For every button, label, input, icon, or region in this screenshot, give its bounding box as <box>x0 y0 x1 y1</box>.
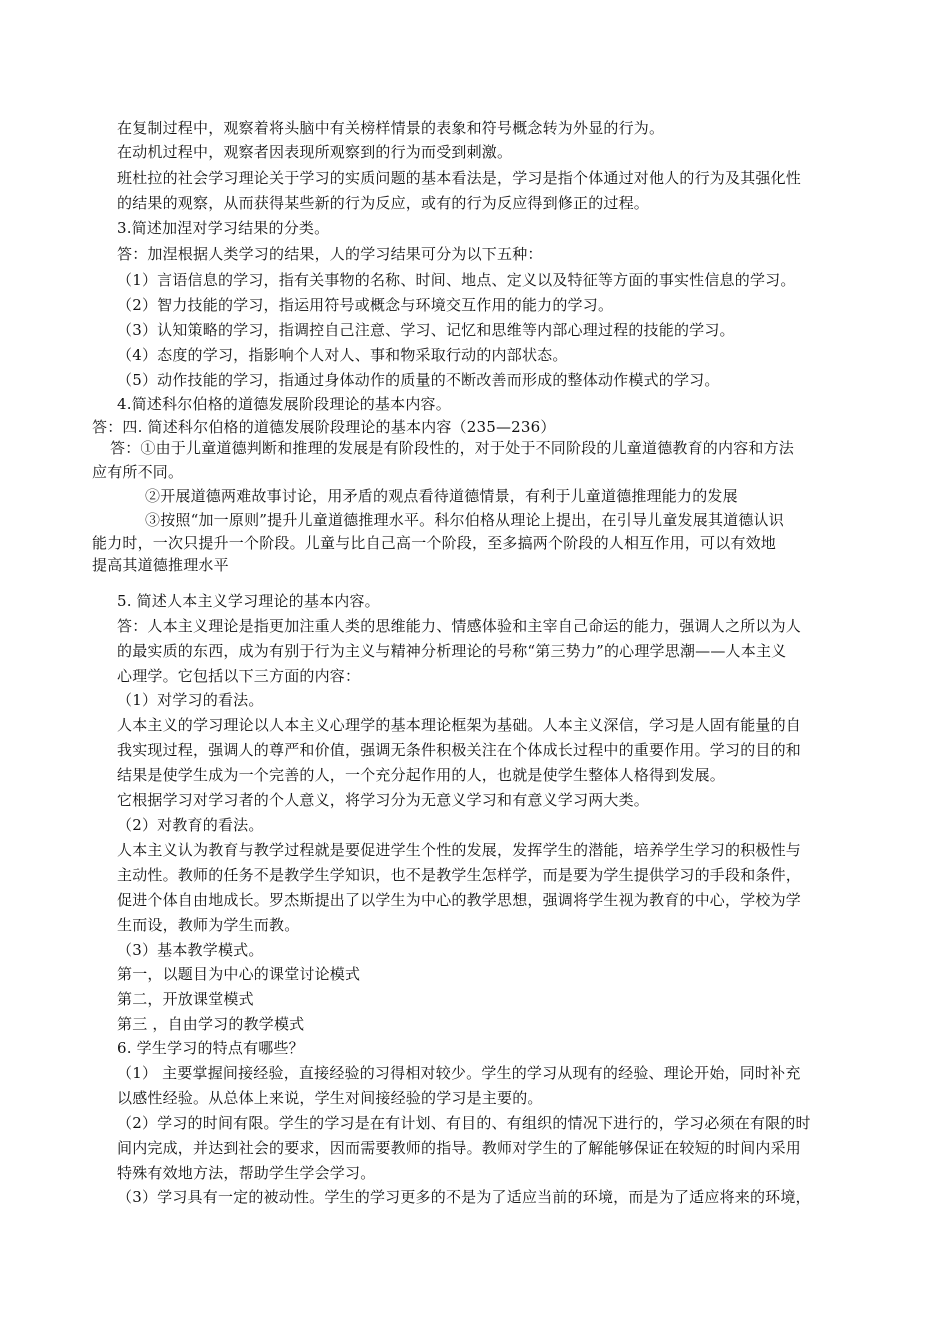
text-line: 答：四. 简述科尔伯格的道德发展阶段理论的基本内容（235—236） <box>92 418 556 436</box>
text-line: 我实现过程，强调人的尊严和价值，强调无条件积极关注在个体成长过程中的重要作用。学习的目的和 <box>117 741 802 759</box>
text-line: 特殊有效地方法，帮助学生学会学习。 <box>117 1164 376 1182</box>
list-item: （1） 主要掌握间接经验，直接经验的习得相对较少。学生的学习从现有的经验、理论开始，同时补充 <box>117 1064 801 1082</box>
text-line: 第二，开放课堂模式 <box>117 990 254 1008</box>
text-line: 提高其道德推理水平 <box>92 556 229 574</box>
text-line: 能力时，一次只提升一个阶段。儿童与比自己高一个阶段，至多搞两个阶段的人相互作用，可以有效地 <box>92 534 777 552</box>
subheading: （3）基本教学模式。 <box>117 941 264 959</box>
heading-q5: 5. 简述人本主义学习理论的基本内容。 <box>117 592 380 610</box>
text-line: 主动性。教师的任务不是教学生学知识，也不是教学生怎样学，而是要为学生提供学习的手段和条件， <box>117 866 802 884</box>
text-line: ③按照“加一原则”提升儿童道德推理水平。科尔伯格从理论上提出，在引导儿童发展其道德认识 <box>145 511 784 529</box>
subheading: （1）对学习的看法。 <box>117 691 264 709</box>
text-line: 在复制过程中，观察着将头脑中有关榜样情景的表象和符号概念转为外显的行为。 <box>117 119 665 137</box>
text-line: 的最实质的东西，成为有别于行为主义与精神分析理论的号称“第三势力”的心理学思潮——人本主义 <box>117 642 787 660</box>
text-line: 以感性经验。从总体上来说，学生对间接经验的学习是主要的。 <box>117 1089 543 1107</box>
text-line: 第三 ，自由学习的教学模式 <box>117 1015 305 1033</box>
text-line: 在动机过程中，观察者因表现所观察到的行为而受到刺激。 <box>117 143 513 161</box>
text-line: 第一，以题目为中心的课堂讨论模式 <box>117 965 361 983</box>
list-item: （2）智力技能的学习，指运用符号或概念与环境交互作用的能力的学习。 <box>117 296 614 314</box>
text-line: 人本主义认为教育与教学过程就是要促进学生个性的发展，发挥学生的潜能，培养学生学习的积极性与 <box>117 841 802 859</box>
heading-q6: 6. 学生学习的特点有哪些？ <box>117 1039 304 1057</box>
text-line: 答：人本主义理论是指更加注重人类的思维能力、情感体验和主宰自己命运的能力，强调人之所以为人 <box>117 617 802 635</box>
text-line: 生而设，教师为学生而教。 <box>117 916 300 934</box>
text-line: 班杜拉的社会学习理论关于学习的实质问题的基本看法是，学习是指个体通过对他人的行为及其强化性 <box>117 169 802 187</box>
text-line: 它根据学习对学习者的个人意义，将学习分为无意义学习和有意义学习两大类。 <box>117 791 650 809</box>
text-line: 答：①由于儿童道德判断和推理的发展是有阶段性的，对于处于不同阶段的儿童道德教育的内容和方法 <box>110 439 795 457</box>
text-line: 间内完成，并达到社会的要求，因而需要教师的指导。教师对学生的了解能够保证在较短的时间内采用 <box>117 1139 802 1157</box>
text-line: 结果是使学生成为一个完善的人，一个充分起作用的人，也就是使学生整体人格得到发展。 <box>117 766 726 784</box>
text-line: ②开展道德两难故事讨论，用矛盾的观点看待道德情景，有利于儿童道德推理能力的发展 <box>145 487 738 505</box>
list-item: （3）认知策略的学习，指调控自己注意、学习、记忆和思维等内部心理过程的技能的学习。 <box>117 321 735 339</box>
text-line: 人本主义的学习理论以人本主义心理学的基本理论框架为基础。人本主义深信，学习是人固有能量的自 <box>117 716 802 734</box>
text-line: 的结果的观察，从而获得某些新的行为反应，或有的行为反应得到修正的过程。 <box>117 194 650 212</box>
text-line: 应有所不同。 <box>92 463 184 481</box>
list-item: （2）学习的时间有限。学生的学习是在有计划、有目的、有组织的情况下进行的，学习必须在有限的时 <box>117 1114 811 1132</box>
text-line: 促进个体自由地成长。罗杰斯提出了以学生为中心的教学思想，强调将学生视为教育的中心，学校为学 <box>117 891 802 909</box>
heading-q4: 4.简述科尔伯格的道德发展阶段理论的基本内容。 <box>117 395 451 413</box>
list-item: （3）学习具有一定的被动性。学生的学习更多的不是为了适应当前的环境，而是为了适应将来的环境， <box>117 1188 811 1206</box>
text-line: 答：加涅根据人类学习的结果，人的学习结果可分为以下五种： <box>117 245 543 263</box>
list-item: （4）态度的学习，指影响个人对人、事和物采取行动的内部状态。 <box>117 346 568 364</box>
list-item: （1）言语信息的学习，指有关事物的名称、时间、地点、定义以及特征等方面的事实性信息的学习。 <box>117 271 796 289</box>
list-item: （5）动作技能的学习，指通过身体动作的质量的不断改善而形成的整体动作模式的学习。 <box>117 371 720 389</box>
heading-q3: 3.简述加涅对学习结果的分类。 <box>117 219 330 237</box>
subheading: （2）对教育的看法。 <box>117 816 264 834</box>
text-line: 心理学。它包括以下三方面的内容： <box>117 667 361 685</box>
